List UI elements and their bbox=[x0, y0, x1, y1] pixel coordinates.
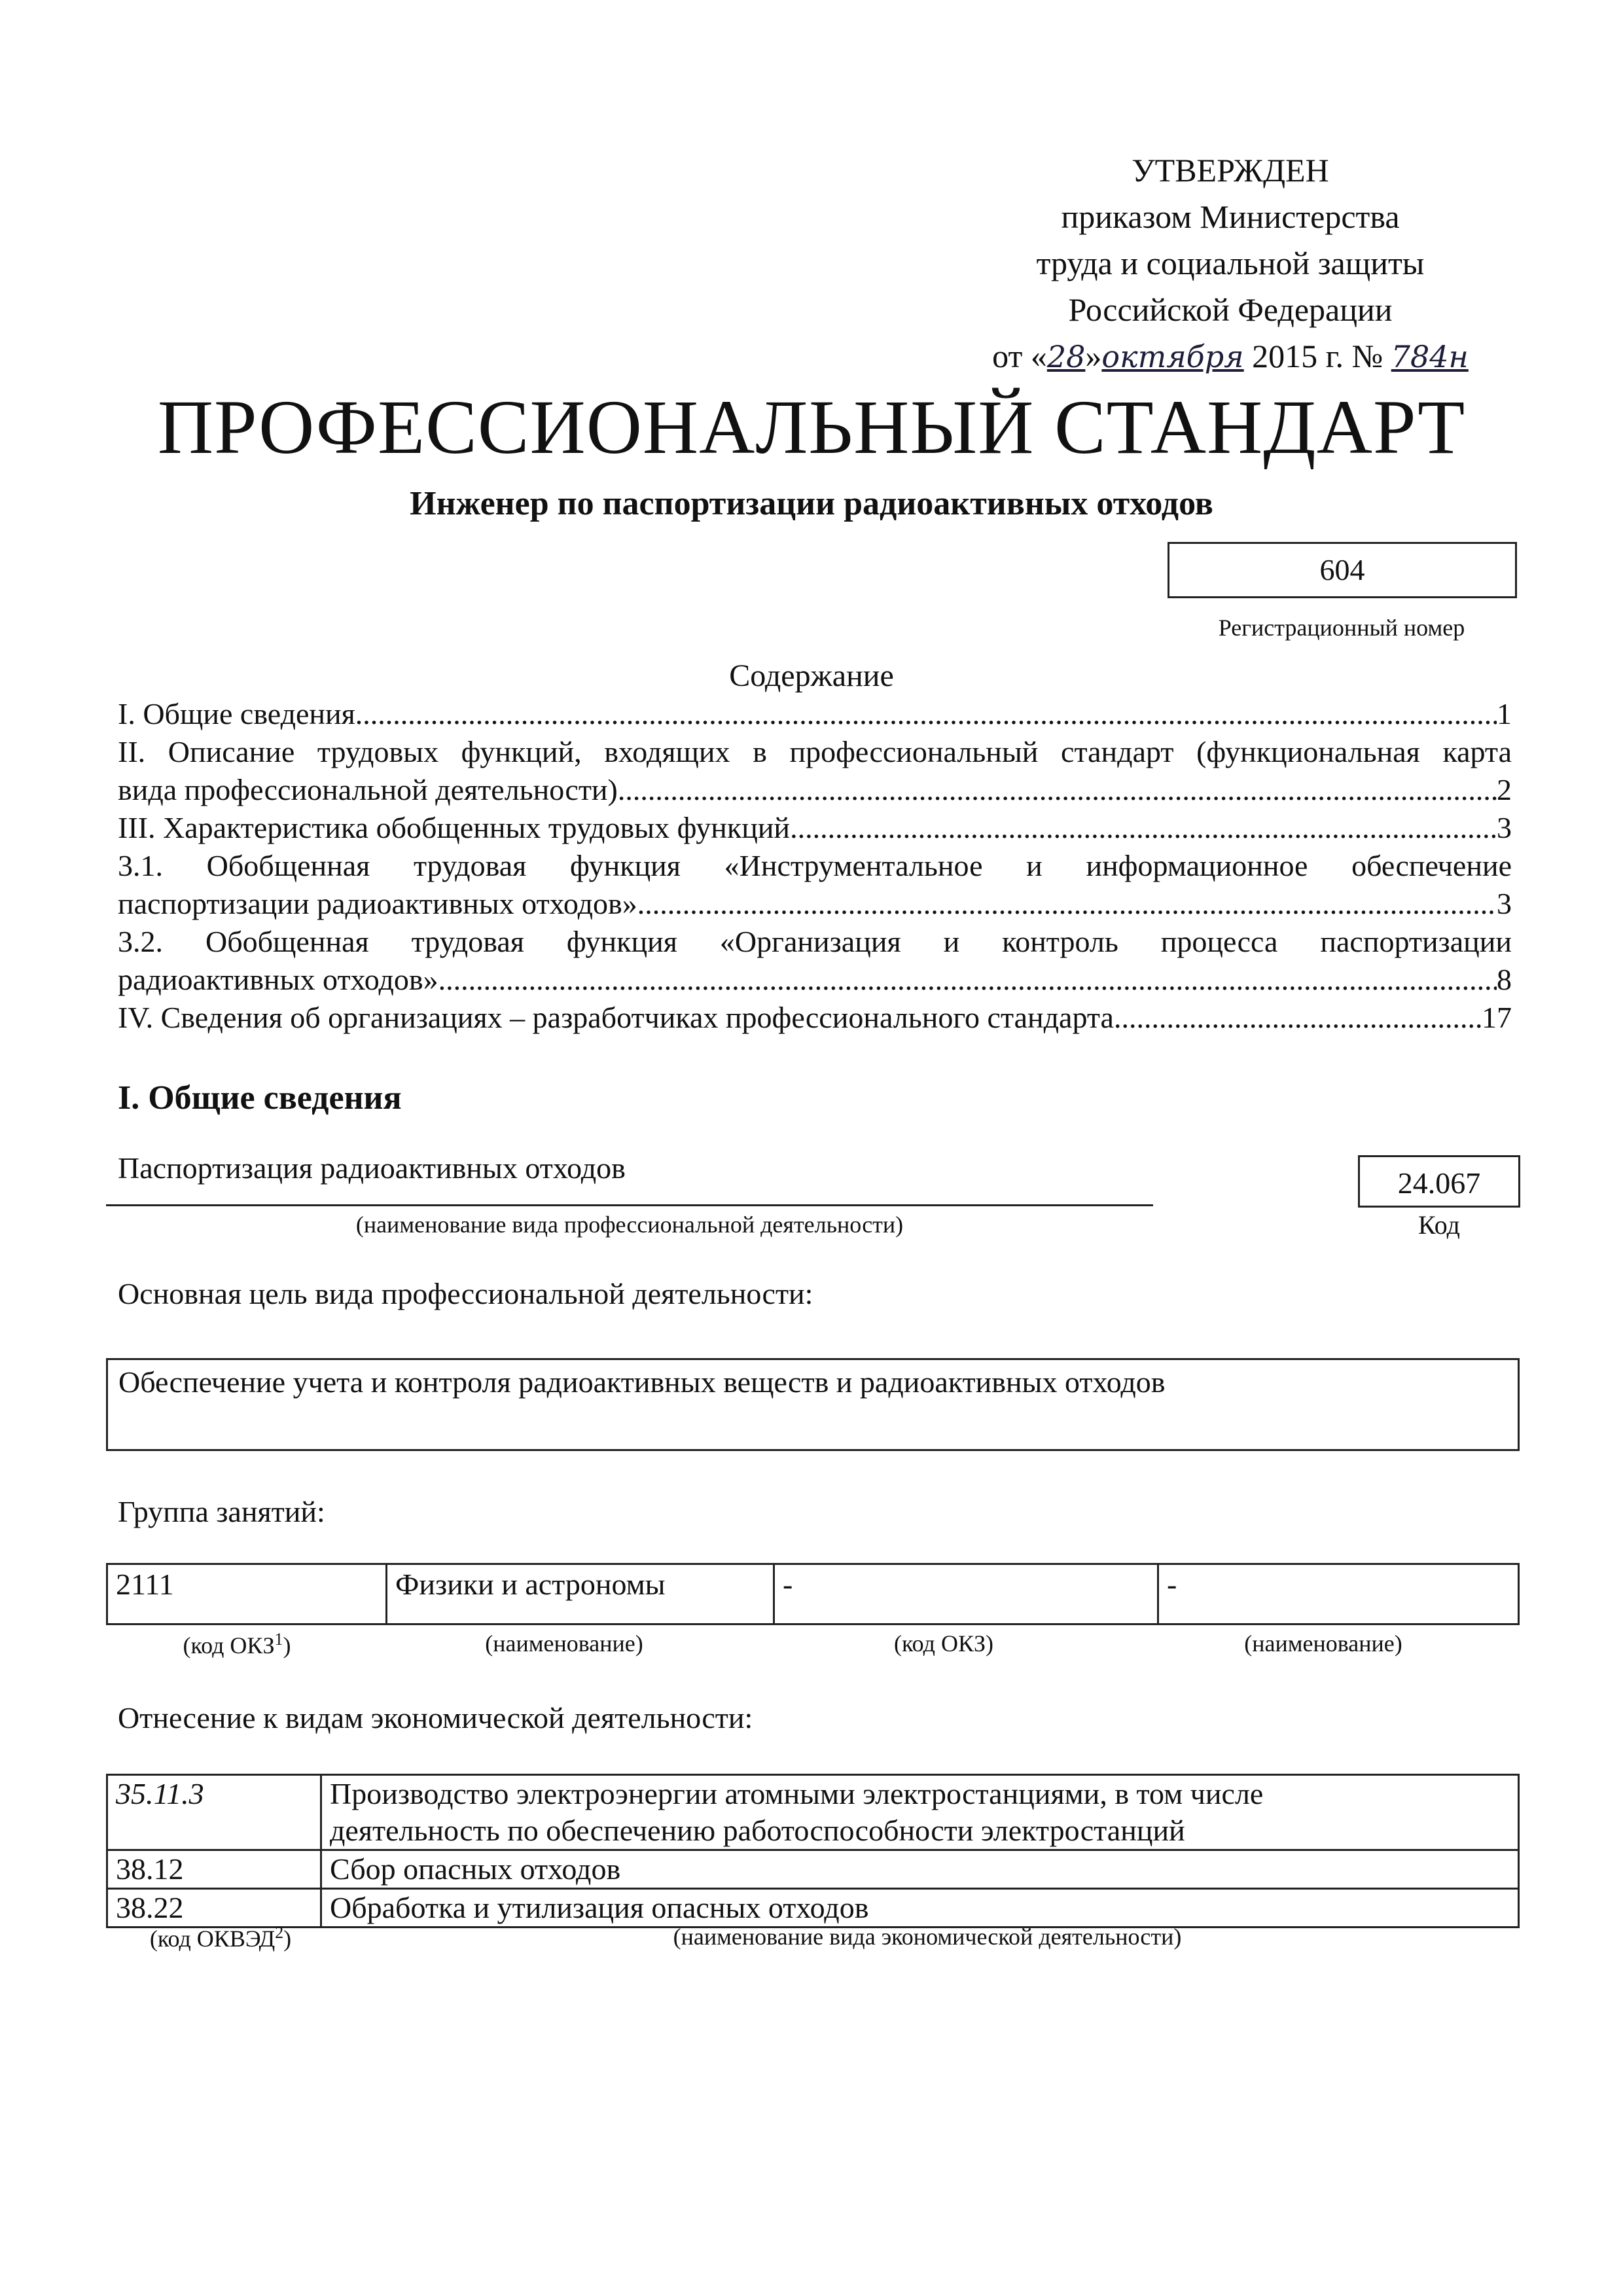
toc-item-page: 1 bbox=[1497, 697, 1512, 730]
toc-item[interactable] bbox=[118, 847, 1512, 923]
table-row bbox=[107, 1889, 1519, 1928]
toc-leader-dots bbox=[438, 961, 1497, 999]
okz-code-cell-2: - bbox=[774, 1564, 1158, 1624]
toc-item-text-line1: II. Описание трудовых функций, входящих в профессиональный стандарт (функциональная карта bbox=[118, 735, 1512, 768]
date-mid: » bbox=[1085, 338, 1102, 374]
toc-item-text: III. Характеристика обобщенных трудовых функций bbox=[118, 811, 791, 844]
activity-underline bbox=[106, 1204, 1153, 1206]
toc-item-text: радиоактивных отходов» bbox=[118, 963, 438, 996]
okved-code-caption: (код ОКВЭД$^2$) bbox=[149, 1923, 292, 1952]
toc-item-page: 3 bbox=[1497, 887, 1512, 920]
toc-item[interactable] bbox=[118, 733, 1512, 809]
toc-heading: Содержание bbox=[729, 658, 894, 693]
okved-name-cell: Сбор опасных отходов bbox=[321, 1850, 1519, 1889]
okz-name-cell-2: - bbox=[1158, 1564, 1519, 1624]
okved-table bbox=[106, 1774, 1520, 1928]
goal-label: Основная цель вида профессиональной деятельности: bbox=[118, 1277, 813, 1310]
okved-name-caption: (наименование вида экономической деятельности) bbox=[673, 1924, 1182, 1950]
toc-item-text: I. Общие сведения bbox=[118, 697, 355, 730]
toc-item[interactable] bbox=[118, 695, 1512, 733]
toc-item[interactable] bbox=[118, 923, 1512, 999]
year-text: 2015 г. № bbox=[1252, 338, 1383, 374]
toc-item-page: 3 bbox=[1497, 811, 1512, 844]
group-label: Группа занятий: bbox=[118, 1495, 325, 1528]
toc-item-text-line1: 3.1. Обобщенная трудовая функция «Инструментальное и информационное обеспечение bbox=[118, 849, 1512, 882]
toc-item-text: паспортизации радиоактивных отходов» bbox=[118, 887, 637, 920]
table-row bbox=[107, 1850, 1519, 1889]
document-subtitle: Инженер по паспортизации радиоактивных отходов bbox=[410, 485, 1213, 522]
toc-leader-dots bbox=[1114, 999, 1482, 1037]
okz-name-caption-2: (наименование) bbox=[1244, 1630, 1402, 1657]
registration-number-caption: Регистрационный номер bbox=[1218, 615, 1465, 641]
toc-leader-dots bbox=[355, 695, 1497, 733]
goal-box: Обеспечение учета и контроля радиоактивных веществ и радиоактивных отходов bbox=[106, 1358, 1520, 1451]
handwritten-order-number: 784н bbox=[1391, 339, 1469, 374]
handwritten-day: 28 bbox=[1046, 339, 1086, 374]
code-caption: Код bbox=[1418, 1210, 1460, 1240]
approval-block bbox=[903, 147, 1558, 380]
approval-line: труда и социальной защиты bbox=[1036, 245, 1425, 281]
okz-code-caption: (код ОКЗ$^1$) bbox=[183, 1630, 291, 1659]
toc-item[interactable] bbox=[118, 809, 1512, 847]
date-prefix: от « bbox=[992, 338, 1047, 374]
activity-caption: (наименование вида профессиональной деятельности) bbox=[355, 1211, 904, 1238]
okved-code-cell: 38.22 bbox=[107, 1889, 321, 1928]
table-row bbox=[107, 1564, 1519, 1624]
toc-item-page: 8 bbox=[1497, 963, 1512, 996]
okz-name-cell: Физики и астрономы bbox=[387, 1564, 774, 1624]
section-heading: I. Общие сведения bbox=[118, 1079, 402, 1117]
okz-code-cell: 2111 bbox=[107, 1564, 387, 1624]
toc-item-page: 2 bbox=[1497, 773, 1512, 806]
okz-name-caption: (наименование) bbox=[485, 1630, 643, 1657]
approval-line: приказом Министерства bbox=[1061, 198, 1400, 235]
toc-leader-dots bbox=[618, 771, 1497, 809]
okz-code-caption-2: (код ОКЗ) bbox=[894, 1630, 993, 1657]
activity-name: Паспортизация радиоактивных отходов bbox=[118, 1151, 626, 1185]
toc-item-text: IV. Сведения об организациях – разработчиках профессионального стандарта bbox=[118, 1001, 1114, 1034]
okved-name-cell: Обработка и утилизация опасных отходов bbox=[321, 1889, 1519, 1928]
registration-number-box: 604 bbox=[1168, 542, 1517, 598]
activity-code-box: 24.067 bbox=[1358, 1155, 1520, 1208]
econ-label: Отнесение к видам экономической деятельности: bbox=[118, 1701, 753, 1734]
toc-leader-dots bbox=[637, 885, 1497, 923]
okved-code-cell: 38.12 bbox=[107, 1850, 321, 1889]
okved-name-cell: Производство электроэнергии атомными электростанциями, в том числе деятельность по обеспечению работоспособности электростанций bbox=[321, 1775, 1519, 1850]
table-row bbox=[107, 1775, 1519, 1850]
toc-item-text: вида профессиональной деятельности) bbox=[118, 773, 618, 806]
okved-code-cell: 35.11.3 bbox=[107, 1775, 321, 1850]
toc-leader-dots bbox=[790, 809, 1497, 847]
toc-item-text-line1: 3.2. Обобщенная трудовая функция «Организация и контроль процесса паспортизации bbox=[118, 925, 1512, 958]
toc-item[interactable] bbox=[118, 999, 1512, 1037]
toc-item-page: 17 bbox=[1482, 1001, 1512, 1034]
handwritten-month: октября bbox=[1101, 339, 1244, 374]
okz-table bbox=[106, 1563, 1520, 1625]
approval-line: Российской Федерации bbox=[1068, 291, 1393, 328]
approval-status: УТВЕРЖДЕН bbox=[1132, 152, 1329, 188]
approval-date-line bbox=[903, 333, 1558, 380]
document-title: ПРОФЕССИОНАЛЬНЫЙ СТАНДАРТ bbox=[157, 384, 1466, 470]
